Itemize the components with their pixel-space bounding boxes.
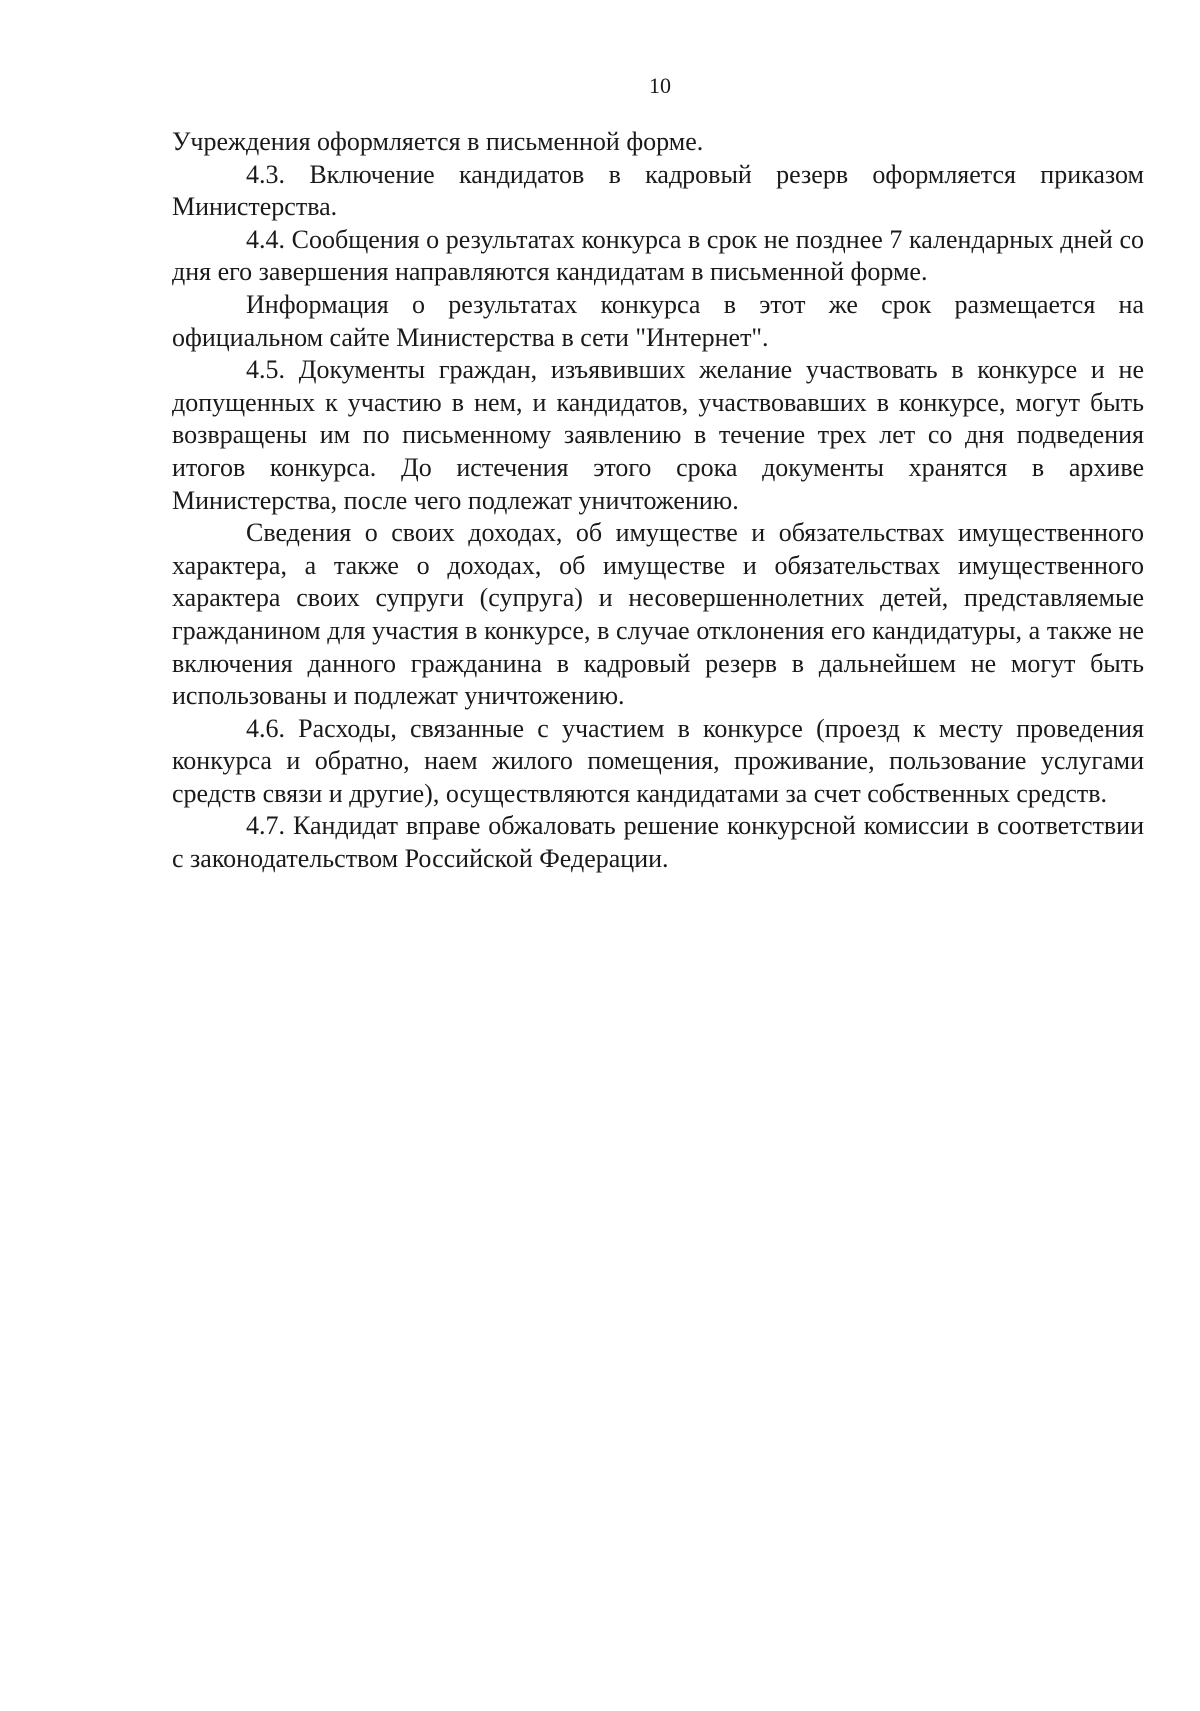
paragraph-results-info: Информация о результатах конкурса в этот же срок размещается на официальном сайте Министерства в сети "Интернет".: [172, 289, 1144, 352]
document-body: [172, 126, 1144, 876]
page-number: 10: [649, 73, 671, 98]
paragraph-4-5: 4.5. Документы граждан, изъявивших желание участвовать в конкурсе и не допущенных к участию в нем, и кандидатов, участвовавших в конкурсе, могут быть возвращены им по письменному заявлению в течение трех лет со дня подведения итогов конкурса. До истечения этого срока документы хранятся в архиве Министерства, после чего подлежат уничтожению.: [172, 355, 1144, 515]
paragraph-4-4: 4.4. Сообщения о результатах конкурса в срок не позднее 7 календарных дней со дня его завершения направляются кандидатам в письменной форме.: [172, 224, 1144, 287]
paragraph-4-7: 4.7. Кандидат вправе обжаловать решение конкурсной комиссии в соответствии с законодательством Российской Федерации.: [172, 811, 1144, 874]
paragraph-continuation: Учреждения оформляется в письменной форме.: [172, 127, 704, 156]
paragraph-4-6: 4.6. Расходы, связанные с участием в конкурсе (проезд к месту проведения конкурса и обратно, наем жилого помещения, проживание, пользование услугами средств связи и другие), осуществляются кандидатами за счет собственных средств.: [172, 713, 1144, 808]
paragraph-income-info: Сведения о своих доходах, об имуществе и обязательствах имущественного характера, а также о доходах, об имуществе и обязательствах имущественного характера своих супруги (супруга) и несовершеннолетних детей, представляемые гражданином для участия в конкурсе, в случае отклонения его кандидатуры, а также не включения данного гражданина в кадровый резерв в дальнейшем не могут быть использованы и подлежат уничтожению.: [172, 518, 1144, 711]
paragraph-4-3: 4.3. Включение кандидатов в кадровый резерв оформляется приказом Министерства.: [172, 159, 1144, 222]
